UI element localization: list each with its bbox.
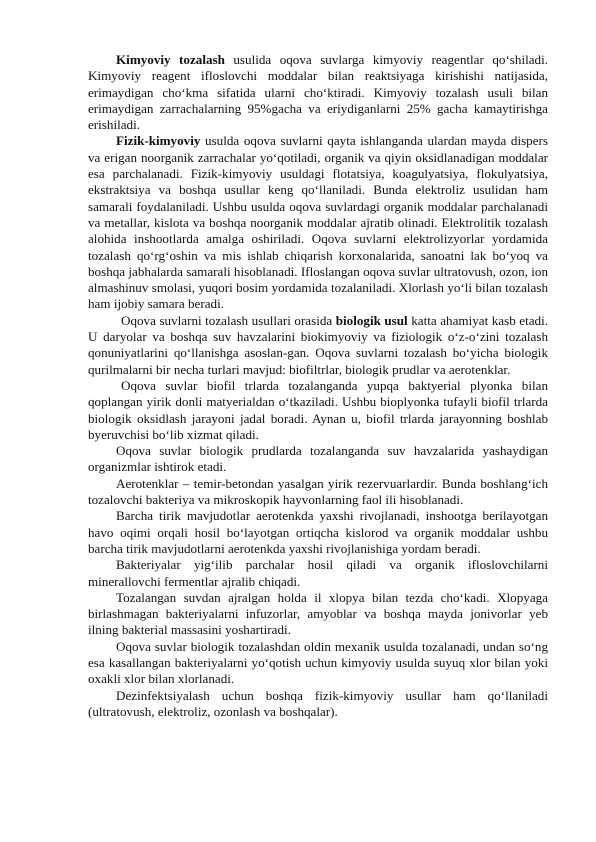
paragraph-text: Tozalangan suvdan ajralgan holda il xlopya bilan tezda cho‘kadi. Xlopyaga birlashmagan bakteriyalarni infuzorlar, amyoblar va boshqa mayda jonivorlar yeb ilning bakterial massasini yoshartiradi.: [88, 589, 548, 638]
paragraph-text: Oqova suvlar biologik prudlarda tozalanganda suv havzalarida yashaydigan organizmlar ishtirok etadi.: [88, 443, 548, 475]
paragraph-text: Barcha tirik mavjudotlar aerotenkda yaxshi rivojlanadi, inshootga berilayotgan havo oqimi orqali hosil bo‘layotgan ortiqcha kislorod va organik moddalar ushbu barcha tirik mavjudotlarni aerotenkda yaxshi rivojlanishiga yordam beradi.: [88, 508, 548, 556]
paragraph-chemical-treatment: [88, 52, 548, 133]
paragraph-text: usulida oqova suvlarga kimyoviy reagentlar qo‘shiladi. Kimyoviy reagent ifloslovchi moddalar bilan reaktsiyaga kirishishi natijasida, erimaydigan cho‘kma sifatida ularni cho‘ktiradi. Kimyoviy tozalash usuli bilan erimaydigan zarrachalarning 95%gacha va eriydiganlarni 25% gacha kamaytirishga erishiladi.: [88, 52, 548, 133]
paragraph-text: usulda oqova suvlarni qayta ishlanganda ulardan mayda dispers va erigan noorganik zarrachalar yo‘qotiladi, organik va qiyin oksidlanadigan moddalar esa parchalanadi. Fizik-kimyoviy usuldagi flotatsiya, koagulyatsiya, flokulyatsiya, ekstraktsiya va boshqa usullar keng qo‘llaniladi. Bunda elektroliz usulidan ham samarali foydalaniladi. Ushbu usulda oqova suvlardagi organik moddalar parchalanadi va metallar, kislota va boshqa noorganik moddalar ajratib olinadi. Elektrolitik tozalash alohida inshootlarda amalga oshiriladi. Oqova suvlarni elektrolizyorlar yordamida tozalash qo‘rg‘oshin va mis ishlab chiqarish korxonalarida, sanoatni lak bo‘yoq va boshqa jabhalarda samarali hisoblanadi. Ifloslangan oqova suvlar ultratovush, ozon, ion almashinuv smolasi, yuqori bosim yordamida tozalaniladi. Xlorlash yo‘li bilan tozalash ham ijobiy samara beradi.: [88, 133, 548, 312]
paragraph-text: Dezinfektsiyalash uchun boshqa fizik-kimyoviy usullar ham qo‘llaniladi (ultratovush, elektroliz, ozonlash va boshqalar).: [88, 687, 548, 719]
paragraph-disinfection: [88, 688, 548, 721]
term-chemical-treatment: Kimyoviy tozalash: [116, 52, 225, 67]
paragraph-physico-chemical: [88, 133, 548, 312]
paragraph-text-lead: Oqova suvlarni tozalash usullari orasida: [121, 312, 336, 328]
term-biological-method: biologik usul: [335, 312, 408, 328]
paragraph-bacteria: [88, 557, 548, 590]
paragraph-sludge-flakes: [88, 590, 548, 639]
paragraph-text: katta ahamiyat kasb etadi. U daryolar va boshqa suv havzalarini biokimyoviy va fiziologik o‘z-o‘zini tozalash qonuniyatlarini qo‘llanishga asoslan-gan. Oqova suvlarni tozalash bo‘yicha biologik qurilmalarni bir necha turlari mavjud: biofiltrlar, biologik prudlar va aerotenklar.: [88, 312, 548, 377]
paragraph-biofilters: [88, 378, 548, 443]
term-physico-chemical: Fizik-kimyoviy: [116, 133, 201, 149]
paragraph-living-organisms: [88, 508, 548, 557]
paragraph-biological-ponds: [88, 443, 548, 476]
paragraph-text: Aerotenklar – temir-betondan yasalgan yirik rezervuarlardir. Bunda boshlang‘ich tozalovchi bakteriya va mikroskopik hayvonlarning faol ili hisoblanadi.: [88, 475, 548, 508]
paragraph-text: Oqova suvlar biofil trlarda tozalanganda yupqa baktyerial plyonka bilan qoplangan yirik donli matyerialdan o‘tkaziladi. Ushbu bioplyonka tufayli biofil trlarda biologik oksidlash jarayoni jadal boradi. Aynan u, biofil trlarda jarayonning boshlab byeruvchisi bo‘lib xizmat qiladi.: [88, 377, 548, 442]
paragraph-chlorination: [88, 639, 548, 688]
paragraph-text: Bakteriyalar yig‘ilib parchalar hosil qiladi va organik ifloslovchilarni minerallovchi fermentlar ajralib chiqadi.: [88, 557, 548, 589]
paragraph-text: Oqova suvlar biologik tozalashdan oldin mexanik usulda tozalanadi, undan so‘ng esa kasallangan bakteriyalarni yo‘qotish uchun kimyoviy usulda suyuq xlor bilan yoki oxakli xlor bilan xlorlanadi.: [88, 638, 548, 687]
paragraph-aerotanks: [88, 476, 548, 509]
paragraph-biological-method: [88, 313, 548, 378]
